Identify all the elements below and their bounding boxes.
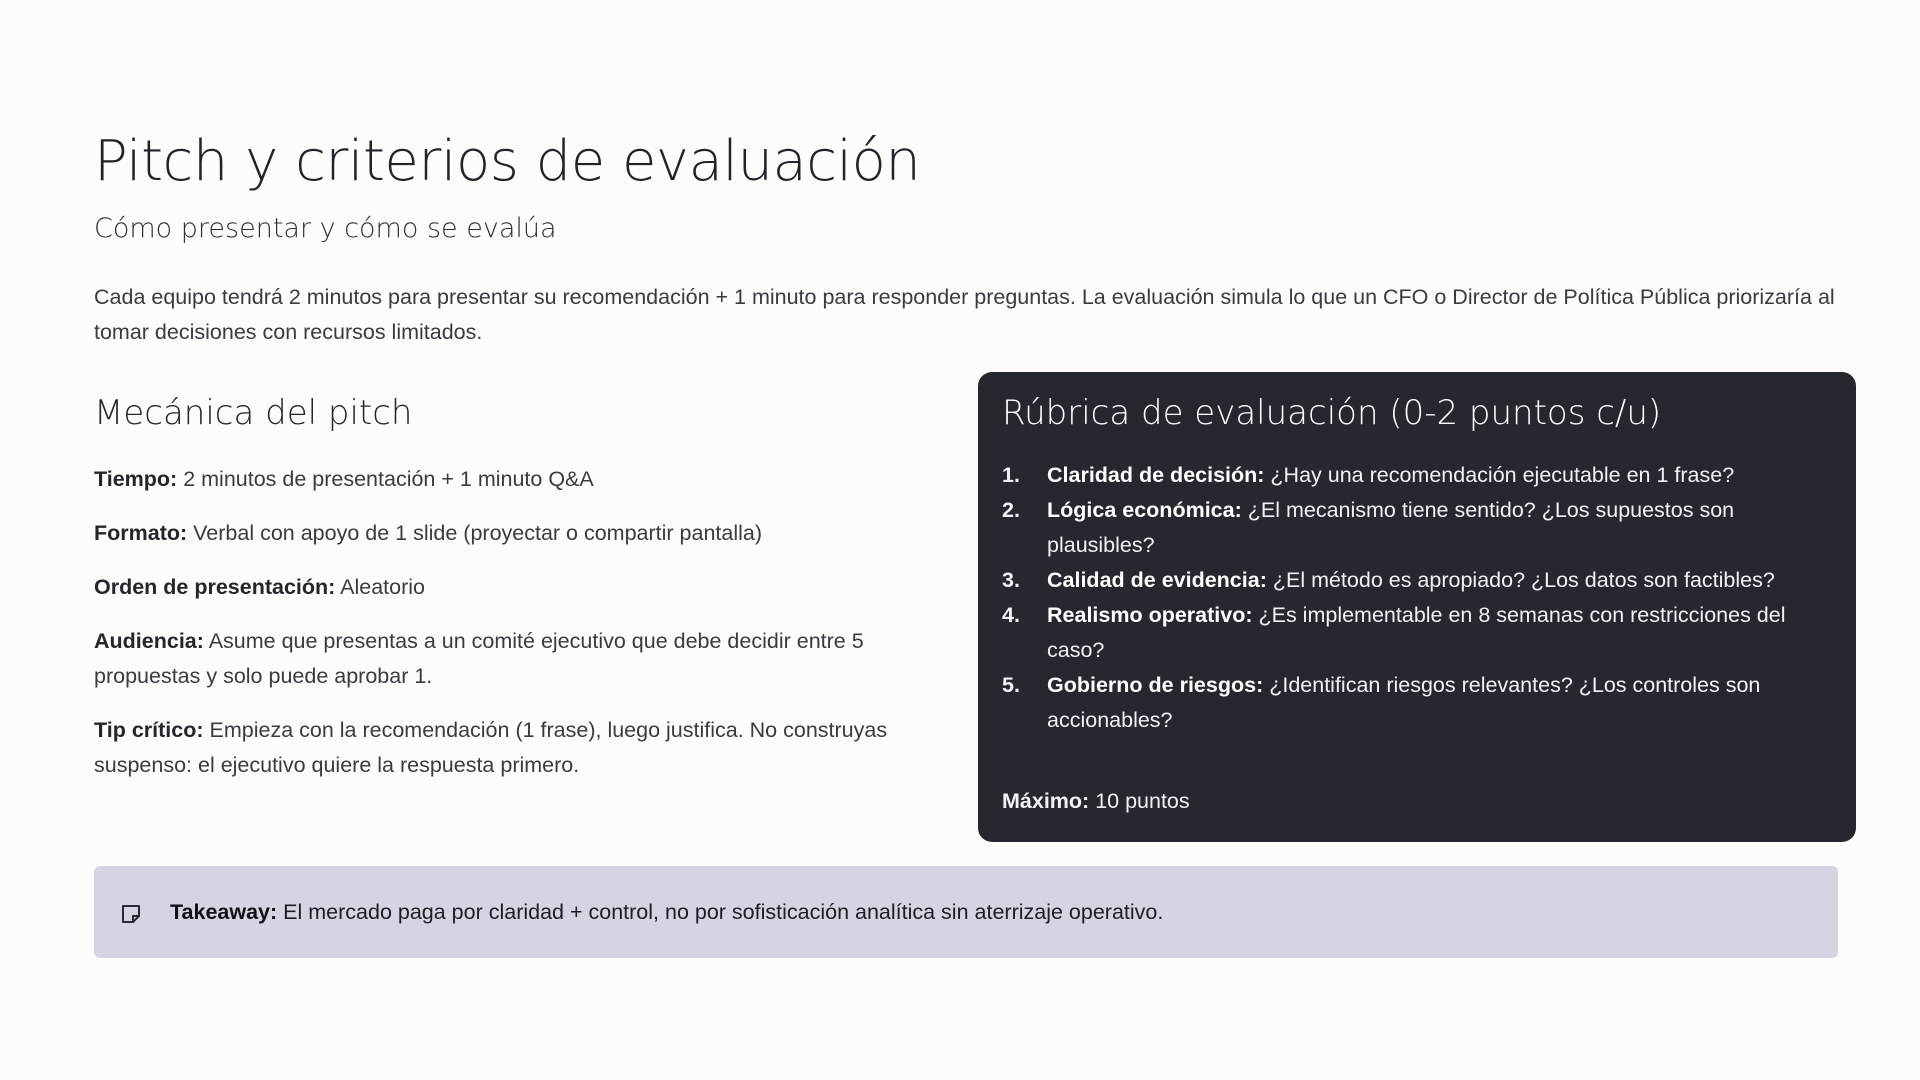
rubric-maximum-label: Máximo: (1002, 789, 1090, 813)
rubric-item-number: 3. (1002, 568, 1020, 592)
rubric-item-label: Claridad de decisión: (1047, 463, 1265, 487)
intro-paragraph: Cada equipo tendrá 2 minutos para presentar su recomendación + 1 minuto para responder preguntas. La evaluación simula lo que un CFO o Director de Política Pública priorizaría al tomar decisiones con recursos limitados. (94, 285, 1835, 344)
mechanics-item-label: Audiencia: (94, 629, 204, 653)
rubric-item-operational-realism (1002, 598, 1832, 668)
rubric-maximum (1002, 784, 1190, 819)
mechanics-item-audience (94, 624, 944, 694)
note-icon (120, 901, 142, 923)
rubric-item-number: 2. (1002, 498, 1020, 522)
rubric-item-text: ¿Identifican riesgos relevantes? ¿Los controles son accionables? (1047, 673, 1761, 732)
mechanics-item-label: Tiempo: (94, 467, 178, 491)
rubric-item-text: ¿Es implementable en 8 semanas con restricciones del caso? (1047, 603, 1786, 662)
mechanics-item-order (94, 570, 944, 605)
rubric-list (1002, 458, 1832, 738)
rubric-card (978, 372, 1856, 842)
rubric-heading: Rúbrica de evaluación (0-2 puntos c/u) (1002, 393, 1662, 433)
rubric-item-label: Gobierno de riesgos: (1047, 673, 1264, 697)
rubric-item-clarity (1002, 458, 1832, 493)
takeaway-text: El mercado paga por claridad + control, no por sofisticación analítica sin aterrizaje operativo. (283, 899, 1164, 924)
mechanics-item-format (94, 516, 944, 551)
pitch-mechanics-heading: Mecánica del pitch (94, 393, 413, 433)
rubric-item-label: Lógica económica: (1047, 498, 1242, 522)
page-title: Pitch y criterios de evaluación (94, 129, 921, 194)
mechanics-item-label: Tip crítico: (94, 718, 204, 742)
rubric-maximum-value: 10 puntos (1095, 789, 1190, 813)
mechanics-item-time (94, 462, 944, 497)
rubric-item-number: 4. (1002, 603, 1020, 627)
takeaway-label: Takeaway: (170, 899, 278, 924)
mechanics-item-label: Formato: (94, 521, 188, 545)
rubric-item-label: Calidad de evidencia: (1047, 568, 1267, 592)
rubric-item-risk-governance (1002, 668, 1832, 738)
pitch-mechanics-section (94, 388, 944, 802)
slide (94, 0, 1856, 1080)
rubric-item-text: ¿Hay una recomendación ejecutable en 1 frase? (1270, 463, 1735, 487)
rubric-item-number: 1. (1002, 463, 1020, 487)
rubric-item-number: 5. (1002, 673, 1020, 697)
page-subtitle: Cómo presentar y cómo se evalúa (94, 213, 557, 244)
mechanics-item-text: Aleatorio (340, 575, 425, 599)
mechanics-item-label: Orden de presentación: (94, 575, 336, 599)
mechanics-item-text: Verbal con apoyo de 1 slide (proyectar o compartir pantalla) (193, 521, 763, 545)
rubric-item-evidence (1002, 563, 1832, 598)
takeaway-callout (94, 866, 1838, 958)
rubric-item-text: ¿El método es apropiado? ¿Los datos son factibles? (1272, 568, 1775, 592)
rubric-item-economic-logic (1002, 493, 1832, 563)
takeaway-content (170, 895, 1163, 930)
rubric-item-text: ¿El mecanismo tiene sentido? ¿Los supuestos son plausibles? (1047, 498, 1735, 557)
mechanics-item-tip (94, 713, 944, 783)
rubric-item-label: Realismo operativo: (1047, 603, 1253, 627)
mechanics-item-text: Empieza con la recomendación (1 frase), luego justifica. No construyas suspenso: el ejecutivo quiere la respuesta primero. (94, 718, 888, 777)
mechanics-item-text: 2 minutos de presentación + 1 minuto Q&A (183, 467, 594, 491)
mechanics-item-text: Asume que presentas a un comité ejecutivo que debe decidir entre 5 propuestas y solo puede aprobar 1. (94, 629, 864, 688)
